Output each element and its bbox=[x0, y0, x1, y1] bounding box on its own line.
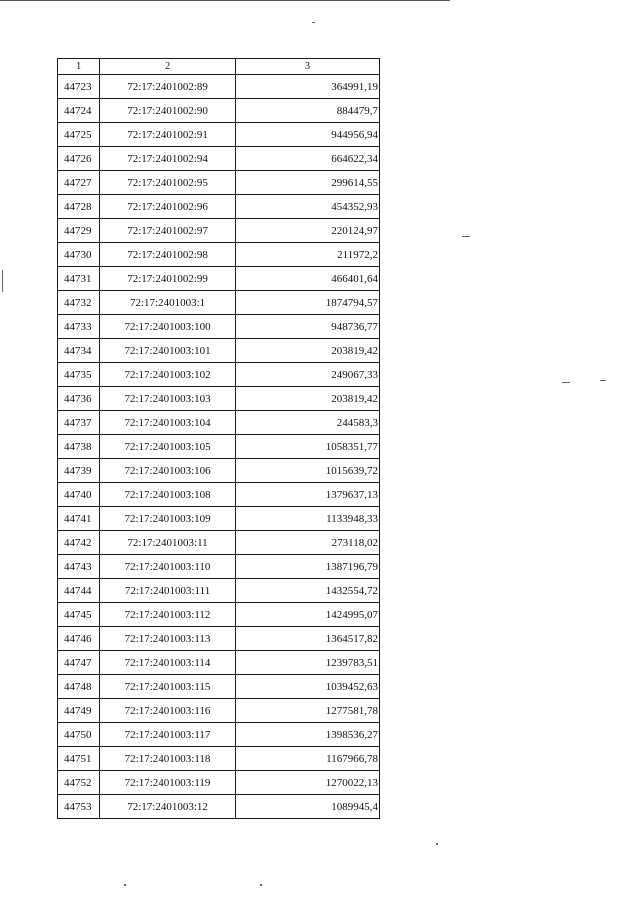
cadastral-number: 72:17:2401003:117 bbox=[100, 723, 236, 747]
table-row bbox=[58, 339, 380, 363]
table-row bbox=[58, 603, 380, 627]
cadastral-value: 220124,97 bbox=[235, 219, 379, 243]
table-row bbox=[58, 555, 380, 579]
cadastral-value: 1039452,63 bbox=[235, 675, 379, 699]
cadastral-value: 1379637,13 bbox=[235, 483, 379, 507]
row-number: 44735 bbox=[58, 363, 100, 387]
table-row bbox=[58, 507, 380, 531]
cadastral-number: 72:17:2401003:109 bbox=[100, 507, 236, 531]
cadastral-value-table bbox=[57, 58, 380, 819]
cadastral-value: 299614,55 bbox=[235, 171, 379, 195]
scan-speck bbox=[436, 843, 438, 845]
row-number: 44725 bbox=[58, 123, 100, 147]
cadastral-value: 244583,3 bbox=[235, 411, 379, 435]
cadastral-value: 1387196,79 bbox=[235, 555, 379, 579]
cadastral-number: 72:17:2401002:89 bbox=[100, 75, 236, 99]
table-row bbox=[58, 243, 380, 267]
row-number: 44744 bbox=[58, 579, 100, 603]
cadastral-value: 884479,7 bbox=[235, 99, 379, 123]
cadastral-value: 1432554,72 bbox=[235, 579, 379, 603]
top-rule bbox=[0, 0, 450, 1]
row-number: 44747 bbox=[58, 651, 100, 675]
table-row bbox=[58, 291, 380, 315]
row-number: 44752 bbox=[58, 771, 100, 795]
row-number: 44737 bbox=[58, 411, 100, 435]
cadastral-number: 72:17:2401003:105 bbox=[100, 435, 236, 459]
row-number: 44750 bbox=[58, 723, 100, 747]
row-number: 44749 bbox=[58, 699, 100, 723]
cadastral-value: 1167966,78 bbox=[235, 747, 379, 771]
cadastral-value: 364991,19 bbox=[235, 75, 379, 99]
cadastral-value: 1239783,51 bbox=[235, 651, 379, 675]
row-number: 44740 bbox=[58, 483, 100, 507]
row-number: 44753 bbox=[58, 795, 100, 819]
table-row bbox=[58, 315, 380, 339]
row-number: 44732 bbox=[58, 291, 100, 315]
table-row bbox=[58, 411, 380, 435]
cadastral-number: 72:17:2401003:111 bbox=[100, 579, 236, 603]
cadastral-number: 72:17:2401002:94 bbox=[100, 147, 236, 171]
cadastral-number: 72:17:2401002:99 bbox=[100, 267, 236, 291]
table-row bbox=[58, 363, 380, 387]
cadastral-number: 72:17:2401002:91 bbox=[100, 123, 236, 147]
row-number: 44724 bbox=[58, 99, 100, 123]
table-row bbox=[58, 195, 380, 219]
table-row bbox=[58, 75, 380, 99]
cadastral-number: 72:17:2401002:98 bbox=[100, 243, 236, 267]
scan-speck bbox=[2, 270, 3, 292]
row-number: 44727 bbox=[58, 171, 100, 195]
table-row bbox=[58, 435, 380, 459]
header-col-2: 2 bbox=[100, 59, 236, 75]
cadastral-value: 1270022,13 bbox=[235, 771, 379, 795]
table-row bbox=[58, 267, 380, 291]
cadastral-number: 72:17:2401003:11 bbox=[100, 531, 236, 555]
table-row bbox=[58, 99, 380, 123]
header-col-3: 3 bbox=[235, 59, 379, 75]
row-number: 44739 bbox=[58, 459, 100, 483]
row-number: 44743 bbox=[58, 555, 100, 579]
table-row bbox=[58, 387, 380, 411]
table-row bbox=[58, 651, 380, 675]
scan-speck bbox=[462, 236, 470, 237]
header-col-1: 1 bbox=[58, 59, 100, 75]
cadastral-value: 203819,42 bbox=[235, 387, 379, 411]
cadastral-number: 72:17:2401003:116 bbox=[100, 699, 236, 723]
cadastral-value: 948736,77 bbox=[235, 315, 379, 339]
table-row bbox=[58, 147, 380, 171]
cadastral-value: 454352,93 bbox=[235, 195, 379, 219]
table-row bbox=[58, 771, 380, 795]
table-row bbox=[58, 459, 380, 483]
cadastral-number: 72:17:2401003:110 bbox=[100, 555, 236, 579]
scan-speck bbox=[562, 382, 570, 383]
cadastral-number: 72:17:2401003:108 bbox=[100, 483, 236, 507]
scan-speck bbox=[312, 22, 315, 23]
cadastral-number: 72:17:2401003:100 bbox=[100, 315, 236, 339]
cadastral-value: 249067,33 bbox=[235, 363, 379, 387]
cadastral-value: 1364517,82 bbox=[235, 627, 379, 651]
table-row bbox=[58, 483, 380, 507]
row-number: 44723 bbox=[58, 75, 100, 99]
cadastral-number: 72:17:2401003:114 bbox=[100, 651, 236, 675]
row-number: 44751 bbox=[58, 747, 100, 771]
cadastral-value: 466401,64 bbox=[235, 267, 379, 291]
cadastral-number: 72:17:2401003:104 bbox=[100, 411, 236, 435]
cadastral-value: 1089945,4 bbox=[235, 795, 379, 819]
cadastral-value: 203819,42 bbox=[235, 339, 379, 363]
cadastral-number: 72:17:2401003:102 bbox=[100, 363, 236, 387]
table-row bbox=[58, 531, 380, 555]
row-number: 44741 bbox=[58, 507, 100, 531]
cadastral-number: 72:17:2401002:95 bbox=[100, 171, 236, 195]
cadastral-value: 1058351,77 bbox=[235, 435, 379, 459]
row-number: 44742 bbox=[58, 531, 100, 555]
cadastral-value: 273118,02 bbox=[235, 531, 379, 555]
row-number: 44728 bbox=[58, 195, 100, 219]
row-number: 44729 bbox=[58, 219, 100, 243]
cadastral-number: 72:17:2401003:103 bbox=[100, 387, 236, 411]
cadastral-value: 664622,34 bbox=[235, 147, 379, 171]
cadastral-value: 211972,2 bbox=[235, 243, 379, 267]
row-number: 44748 bbox=[58, 675, 100, 699]
row-number: 44738 bbox=[58, 435, 100, 459]
cadastral-number: 72:17:2401003:112 bbox=[100, 603, 236, 627]
cadastral-number: 72:17:2401003:12 bbox=[100, 795, 236, 819]
cadastral-value: 1015639,72 bbox=[235, 459, 379, 483]
table-row bbox=[58, 747, 380, 771]
row-number: 44733 bbox=[58, 315, 100, 339]
scan-speck bbox=[600, 380, 606, 381]
row-number: 44726 bbox=[58, 147, 100, 171]
cadastral-number: 72:17:2401003:101 bbox=[100, 339, 236, 363]
table-row bbox=[58, 675, 380, 699]
table-row bbox=[58, 627, 380, 651]
cadastral-value: 1277581,78 bbox=[235, 699, 379, 723]
cadastral-number: 72:17:2401002:90 bbox=[100, 99, 236, 123]
row-number: 44746 bbox=[58, 627, 100, 651]
cadastral-value: 1874794,57 bbox=[235, 291, 379, 315]
cadastral-number: 72:17:2401002:97 bbox=[100, 219, 236, 243]
row-number: 44736 bbox=[58, 387, 100, 411]
table-row bbox=[58, 579, 380, 603]
cadastral-value: 1398536,27 bbox=[235, 723, 379, 747]
row-number: 44731 bbox=[58, 267, 100, 291]
cadastral-value: 1424995,07 bbox=[235, 603, 379, 627]
row-number: 44734 bbox=[58, 339, 100, 363]
table-row bbox=[58, 795, 380, 819]
scan-speck bbox=[260, 884, 262, 886]
scan-speck bbox=[124, 884, 126, 886]
cadastral-number: 72:17:2401003:113 bbox=[100, 627, 236, 651]
cadastral-number: 72:17:2401003:119 bbox=[100, 771, 236, 795]
cadastral-number: 72:17:2401002:96 bbox=[100, 195, 236, 219]
table-row bbox=[58, 699, 380, 723]
table-row bbox=[58, 123, 380, 147]
cadastral-number: 72:17:2401003:106 bbox=[100, 459, 236, 483]
table-row bbox=[58, 723, 380, 747]
cadastral-number: 72:17:2401003:115 bbox=[100, 675, 236, 699]
table-row bbox=[58, 219, 380, 243]
cadastral-value: 944956,94 bbox=[235, 123, 379, 147]
table-row bbox=[58, 171, 380, 195]
table-header-row bbox=[58, 59, 380, 75]
cadastral-value: 1133948,33 bbox=[235, 507, 379, 531]
row-number: 44745 bbox=[58, 603, 100, 627]
row-number: 44730 bbox=[58, 243, 100, 267]
cadastral-number: 72:17:2401003:1 bbox=[100, 291, 236, 315]
cadastral-number: 72:17:2401003:118 bbox=[100, 747, 236, 771]
